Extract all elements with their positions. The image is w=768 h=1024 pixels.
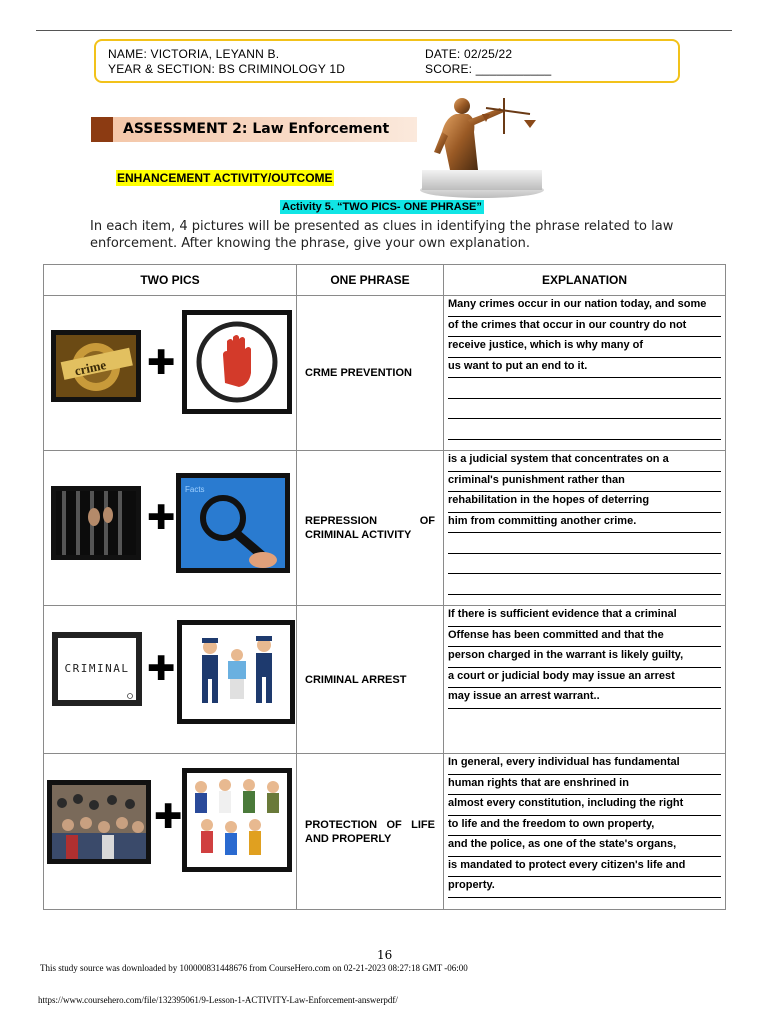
table-row bbox=[44, 754, 726, 910]
plus-icon: ✚ bbox=[147, 344, 176, 382]
plus-icon: ✚ bbox=[147, 650, 176, 688]
explanation-line: to life and the freedom to own property, bbox=[448, 816, 721, 837]
plus-icon: ✚ bbox=[147, 499, 176, 537]
banner-accent bbox=[91, 117, 113, 142]
criminal-label: CRIMINAL bbox=[64, 662, 130, 675]
explanation-cell bbox=[444, 606, 726, 754]
explanation-line bbox=[448, 574, 721, 595]
table-header-row bbox=[44, 265, 726, 296]
explanation-line bbox=[448, 378, 721, 399]
explanation-line: receive justice, which is why many of bbox=[448, 337, 721, 358]
student-name: NAME: VICTORIA, LEYANN B. bbox=[108, 47, 280, 61]
explanation-cell bbox=[444, 296, 726, 451]
people-professions-icon bbox=[187, 773, 287, 867]
police-officers-icon bbox=[182, 625, 290, 719]
year-section: YEAR & SECTION: BS CRIMINOLOGY 1D bbox=[108, 62, 346, 76]
explanation-line: Offense has been committed and that the bbox=[448, 627, 721, 648]
phrase-text: REPRESSION OF bbox=[305, 515, 435, 527]
source-url[interactable]: https://www.coursehero.com/file/132395061/9-Lesson-1-ACTIVITY-Law-Enforcement-answerpdf/ bbox=[38, 995, 398, 1005]
professions-image bbox=[182, 768, 292, 872]
crime-tape-image bbox=[51, 330, 141, 402]
assessment-title: ASSESSMENT 2: Law Enforcement bbox=[123, 121, 390, 137]
phrase-cell bbox=[297, 296, 444, 451]
phrase-text: CRIMINAL ARREST bbox=[305, 673, 407, 686]
explanation-line bbox=[448, 533, 721, 554]
explanation-line: In general, every individual has fundamental bbox=[448, 754, 721, 775]
explanation-line: him from committing another crime. bbox=[448, 513, 721, 534]
explanation-line: criminal's punishment rather than bbox=[448, 472, 721, 493]
explanation-line: is a judicial system that concentrates on a bbox=[448, 451, 721, 472]
explanation-line: almost every constitution, including the right bbox=[448, 795, 721, 816]
explanation-line: property. bbox=[448, 877, 721, 898]
activity-title: Activity 5. “TWO PICS- ONE PHRASE” bbox=[282, 201, 482, 213]
jail-bars-icon bbox=[56, 491, 136, 555]
explanation-line: us want to put an end to it. bbox=[448, 358, 721, 379]
jail-bars-image bbox=[51, 486, 141, 560]
phrase-cell bbox=[297, 606, 444, 754]
top-rule bbox=[36, 30, 732, 31]
crowd-icon bbox=[52, 785, 146, 859]
explanation-line: is mandated to protect every citizen's life and bbox=[448, 857, 721, 878]
explanation-line: Many crimes occur in our nation today, and some bbox=[448, 296, 721, 317]
facts-text: Facts bbox=[185, 485, 205, 494]
phrase-text: CRME PREVENTION bbox=[305, 367, 412, 379]
crime-label: crime bbox=[73, 357, 108, 379]
magnifying-glass-icon bbox=[181, 478, 285, 568]
crowd-image bbox=[47, 780, 151, 864]
criminal-sign-image bbox=[52, 632, 142, 706]
page-number: 16 bbox=[377, 948, 393, 962]
explanation-line: may issue an arrest warrant.. bbox=[448, 688, 721, 709]
instructions: In each item, 4 pictures will be presented as clues in identifying the phrase related to law enforcement. After knowing the phrase, give your own explanation. bbox=[90, 219, 674, 251]
stop-hand-image bbox=[182, 310, 292, 414]
two-pics-cell bbox=[44, 451, 297, 606]
header-two-pics: TWO PICS bbox=[44, 265, 297, 296]
phrase-text: CRIMINAL ACTIVITY bbox=[305, 529, 412, 541]
table-row bbox=[44, 606, 726, 754]
activity-table bbox=[43, 264, 726, 910]
table-row bbox=[44, 296, 726, 451]
two-pics-cell bbox=[44, 296, 297, 451]
explanation-line: and the police, as one of the state's organs, bbox=[448, 836, 721, 857]
explanation-line: rehabilitation in the hopes of deterring bbox=[448, 492, 721, 513]
explanation-line bbox=[448, 554, 721, 575]
plus-icon: ✚ bbox=[154, 798, 183, 836]
explanation-line: a court or judicial body may issue an arrest bbox=[448, 668, 721, 689]
score: SCORE: ___________ bbox=[425, 62, 552, 76]
explanation-line: person charged in the warrant is likely guilty, bbox=[448, 647, 721, 668]
phrase-text: PROTECTION OF LIFE bbox=[305, 818, 435, 831]
criminal-sign-icon bbox=[58, 638, 136, 700]
stop-hand-icon bbox=[187, 315, 287, 409]
table-row bbox=[44, 451, 726, 606]
phrase-cell bbox=[297, 754, 444, 910]
crime-tape-icon bbox=[56, 335, 136, 397]
phrase-cell bbox=[297, 451, 444, 606]
police-arrest-image bbox=[177, 620, 295, 724]
magnifier-facts-image bbox=[176, 473, 290, 573]
two-pics-cell bbox=[44, 754, 297, 910]
explanation-line bbox=[448, 399, 721, 420]
phrase-text: AND PROPERLY bbox=[305, 832, 392, 845]
student-info-box bbox=[94, 39, 680, 83]
explanation-line: of the crimes that occur in our country do not bbox=[448, 317, 721, 338]
explanation-cell bbox=[444, 754, 726, 910]
header-explanation: EXPLANATION bbox=[444, 265, 726, 296]
explanation-line: If there is sufficient evidence that a criminal bbox=[448, 606, 721, 627]
explanation-line: human rights that are enshrined in bbox=[448, 775, 721, 796]
explanation-cell bbox=[444, 451, 726, 606]
explanation-line bbox=[448, 419, 721, 440]
download-notice: This study source was downloaded by 100000831448676 from CourseHero.com on 02-21-2023 08:27:18 GMT -06:00 bbox=[40, 963, 468, 973]
enhancement-heading: ENHANCEMENT ACTIVITY/OUTCOME bbox=[117, 171, 333, 185]
lady-justice-icon bbox=[412, 92, 562, 200]
two-pics-cell bbox=[44, 606, 297, 754]
header-one-phrase: ONE PHRASE bbox=[297, 265, 444, 296]
date: DATE: 02/25/22 bbox=[425, 47, 513, 61]
